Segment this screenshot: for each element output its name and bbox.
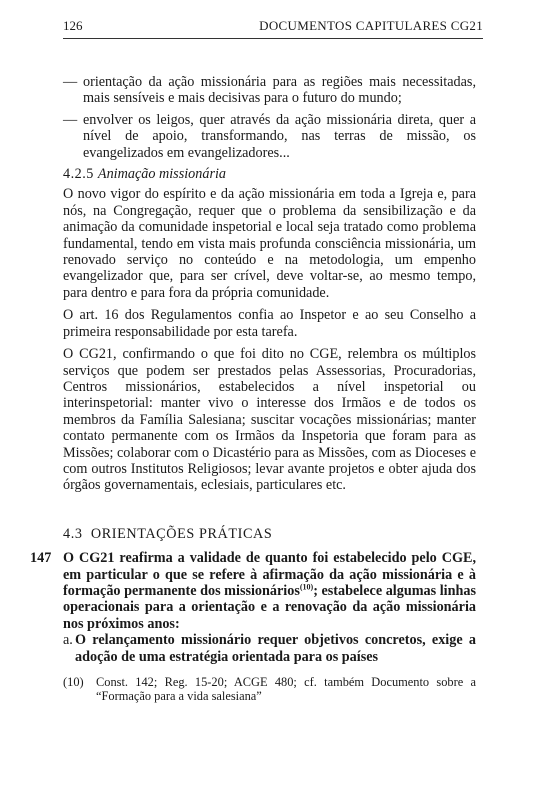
running-title: DOCUMENTOS CAPITULARES CG21 [259,18,483,33]
section-heading [63,526,476,542]
list-item-text: O relançamento missionário requer objetivos concretos, exige a adoção de uma estratégia orientada para os países [75,632,476,665]
footnote-text: Const. 142; Reg. 15-20; ACGE 480; cf. também Documento sobre a “Formação para a vida salesiana” [96,675,476,703]
numbered-paragraph-text [63,550,476,632]
list-item-a [63,632,476,665]
section-number: 4.3 [63,525,83,542]
page-number: 126 [63,18,83,33]
bullet-text: orientação da ação missionária para as regiões mais necessitadas, mais sensíveis e mais decisivas para o futuro do mundo; [83,74,476,107]
running-header [63,18,483,36]
footnote-reference: (10) [299,582,314,592]
margin-number: 147 [30,550,52,567]
numbered-text: O CG21 reafirma a validade de quanto foi estabelecido pelo CGE, em particular o que se refere à afirmação da ação missionária e à formação permanente dos missionários [63,550,476,599]
footnote [63,675,476,703]
paragraph: O CG21, confirmando o que foi dito no CGE, relembra os múltiplos serviços que podem ser prestados pelas Assessorias, Procuradorias, Centros missionários, estabelecidos a nível inspetorial ou interinspetorial: manter vivo o interesse dos Irmãos e de todos os membros da Família Salesiana; suscitar vocações missionárias; manter contato permanente com os Irmãos da Inspetoria que foram para as Missões; colaborar com o Dicastério para as Missões, com as Dioceses e com outros Institutos Religiosos; levar avante projetos e obter ajuda dos órgãos governamentais, eclesiais, particulares etc. [63,346,476,494]
body-text [30,74,476,703]
bullet-item [63,74,476,107]
bullet-item [63,112,476,161]
subsection-title: Animação missionária [97,166,227,183]
section-title: ORIENTAÇÕES PRÁTICAS [90,525,273,542]
header-rule [63,38,483,39]
list-item-label: a. [63,632,73,649]
subsection-heading [63,166,476,182]
numbered-text-continued: ; estabelece algumas linhas operacionais para a orientação e a renovação da ação missionária nos próximos anos: [63,582,476,632]
subsection-number: 4.2.5 [63,166,94,183]
bullet-text: envolver os leigos, quer através da ação missionária direta, quer a nível de apoio, transformando, nas terras de missão, os evangelizados em evangelizadores... [83,111,476,161]
paragraph: O novo vigor do espírito e da ação missionária em toda a Igreja e, para nós, na Congregação, requer que o problema da sensibilização e da animação da comunidade inspetorial e local seja tratado como problema fundamental, tendo em vista mais profunda consciência missionária, um renovado serviço no conteúdo e na metodologia, um empenho evangelizador que, para ser crível, deve voltar-se, ao mesmo tempo, para dentro e para fora da própria comunidade. [63,186,476,301]
numbered-paragraph [30,550,476,632]
bullet-dash: — [63,74,78,90]
paragraph: O art. 16 dos Regulamentos confia ao Inspetor e ao seu Conselho a primeira responsabilidade por esta tarefa. [63,307,476,340]
bullet-dash: — [63,111,78,128]
footnote-number: (10) [63,675,84,689]
